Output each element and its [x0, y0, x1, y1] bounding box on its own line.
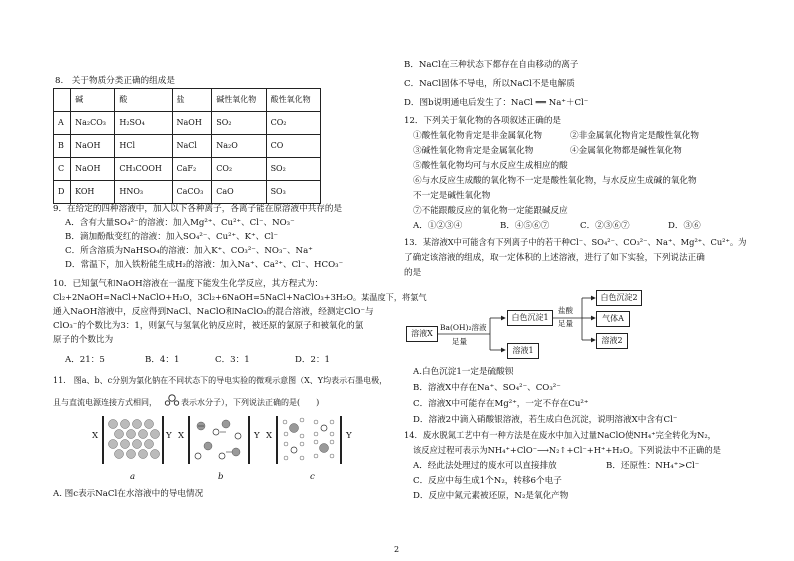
table-row [54, 181, 321, 204]
table-cell: CO₂ [212, 158, 266, 181]
q11-line1: 11. 图a、b、c分别为氯化钠在不同状态下的导电实验的微观示意图（X、Y均表示石墨电极， [53, 376, 388, 385]
q14-option-d: D．反应中氮元素被还原，N₂是氧化产物 [413, 491, 569, 501]
figure-b-molten-nacl [186, 414, 252, 466]
table-cell: HNO₃ [115, 181, 172, 204]
table-row [54, 112, 321, 135]
q10-line4: ClO₃⁻的个数比为3：1，则氯气与氢氧化钠反应时，被还原的氯原子和被氧化的氯 [53, 321, 364, 331]
q11-line2-tail: 表示水分子），下列说法正确的是( ) [181, 398, 320, 407]
table-header-cell: 碱 [71, 89, 115, 112]
q12-item-6: ⑥与水反应生成酸的氧化物不一定是酸性氧化物，与水反应生成碱的氧化物 [413, 176, 697, 186]
q14-option-c: C．反应中每生成1个N₂，转移6个电子 [413, 476, 562, 486]
flow-reagent-1: Ba(OH)₂溶液 [440, 323, 487, 332]
table-cell: CH₃COOH [115, 158, 172, 181]
flow-solution-2: 溶液2 [596, 333, 628, 349]
table-cell: SO₂ [212, 112, 266, 135]
q8-stem: 8. 关于物质分类正确的组成是 [55, 76, 175, 86]
electrode-y-label: Y [166, 431, 172, 441]
q12-option-d: D．③⑥ [668, 221, 701, 231]
flow-white-ppt-1: 白色沉淀1 [507, 310, 553, 326]
table-header-cell: 碱性氧化物 [212, 89, 266, 112]
q10-line2: Cl₂+2NaOH=NaCl+NaClO+H₂O，3Cl₂+6NaOH=5NaCl+NaClO₃+3H₂O。某温度下，将氯气 [53, 292, 427, 302]
q10-option-a: A．21：5 [65, 355, 105, 365]
q13-option-c: C．溶液X中可能存在Mg²⁺，一定不存在Cu²⁺ [413, 399, 589, 409]
q12-item-2: ②非金属氧化物肯定是酸性氧化物 [570, 131, 699, 141]
table-cell: CO₂ [266, 112, 320, 135]
q11-option-c: C．NaCl固体不导电，所以NaCl不是电解质 [404, 79, 575, 89]
electrode-x-label: X [178, 431, 185, 441]
table-cell: CaF₂ [172, 158, 212, 181]
page-number: 2 [394, 545, 400, 554]
q14-line2: 该反应过程可表示为NH₄⁺+ClO⁻⟶N₂↑+Cl⁻+H⁺+H₂O。下列说法中不正确的是 [413, 445, 721, 455]
q12-item-4: ④金属氧化物都是碱性氧化物 [570, 146, 682, 156]
flow-white-ppt-2: 白色沉淀2 [596, 290, 642, 306]
q12-item-3: ③碱性氧化物肯定是金属氧化物 [413, 146, 534, 156]
q13-option-b: B．溶液X中存在Na⁺、SO₄²⁻、CO₃²⁻ [413, 383, 561, 393]
q13-option-d: D．溶液2中滴入硝酸银溶液，若生成白色沉淀，说明溶液X中含有Cl⁻ [413, 415, 678, 425]
table-cell: CaO [212, 181, 266, 204]
q10-option-b: B．4：1 [145, 355, 180, 365]
figure-b-label: b [218, 472, 224, 482]
flow-solution-x: 溶液X [406, 326, 438, 342]
q11-option-a: A. 图c表示NaCl在水溶液中的导电情况 [53, 489, 204, 499]
q12-item-5: ⑤酸性氧化物均可与水反应生成相应的酸 [413, 161, 568, 171]
figure-a-solid-nacl [100, 414, 166, 466]
table-cell: H₂SO₄ [115, 112, 172, 135]
q11-option-d: D．图b说明通电后发生了：NaCl ══ Na⁺＋Cl⁻ [404, 98, 589, 108]
q9-option-c: C．所含溶质为NaHSO₄的溶液：加入K⁺、CO₃²⁻、NO₃⁻、Na⁺ [65, 246, 313, 256]
q13-option-a: A.白色沉淀1一定是硫酸钡 [413, 367, 514, 377]
table-header-cell: 酸 [115, 89, 172, 112]
table-header-cell: 酸性氧化物 [266, 89, 320, 112]
q12-item-6-cont: 不一定是碱性氧化物 [413, 191, 491, 201]
table-cell: Na₂CO₃ [71, 112, 115, 135]
table-cell: C [54, 158, 71, 181]
table-cell: NaOH [71, 158, 115, 181]
table-cell: KOH [71, 181, 115, 204]
q12-item-7: ⑦不能跟酸反应的氧化物一定能跟碱反应 [413, 206, 568, 216]
figure-c-nacl-solution [274, 414, 344, 466]
electrode-x-label: X [266, 431, 273, 441]
electrode-y-label: Y [254, 431, 260, 441]
q11-option-b: B．NaCl在三种状态下都存在自由移动的离子 [404, 60, 579, 70]
q11-line2: 且与直流电源连接方式相同， [53, 398, 157, 407]
q9-option-b: B．滴加酚酞变红的溶液：加入SO₄²⁻、Cu²⁺、K⁺、Cl⁻ [65, 232, 279, 242]
q10-option-c: C．3：1 [215, 355, 250, 365]
table-cell: CO [266, 135, 320, 158]
table-row [54, 158, 321, 181]
table-cell: B [54, 135, 71, 158]
table-cell: NaOH [71, 135, 115, 158]
q12-option-c: C．②③⑥⑦ [580, 221, 630, 231]
q13-line2: 了确定该溶液的组成，取一定体积的上述溶液，进行了如下实验，下列说法正确 [404, 253, 705, 263]
table-cell: HCl [115, 135, 172, 158]
q10-line5: 原子的个数比为 [53, 335, 114, 345]
flow-reagent-2: 盐酸 [558, 306, 573, 315]
table-cell: A [54, 112, 71, 135]
flow-amount-1: 足量 [452, 337, 467, 346]
q12-option-b: B．④⑤⑥⑦ [500, 221, 550, 231]
q12-option-a: A．①②③④ [413, 221, 463, 231]
table-header-cell [54, 89, 71, 112]
table-row [54, 135, 321, 158]
q14-option-a: A．经此法处理过的废水可以直接排放 [413, 461, 557, 471]
table-header-row [54, 89, 321, 112]
table-cell: Na₂O [212, 135, 266, 158]
electrode-y-label: Y [346, 431, 352, 441]
table-cell: NaCl [172, 135, 212, 158]
q9-stem: 9．在给定的四种溶液中，加入以下各种离子，各离子能在原溶液中共存的是 [53, 204, 343, 214]
classification-table [53, 88, 321, 204]
figure-a-label: a [130, 472, 136, 482]
table-cell: NaOH [172, 112, 212, 135]
q14-line1: 14．废水脱氮工艺中有一种方法是在废水中加入过量NaClO使NH₄⁺完全转化为N₂， [404, 430, 716, 440]
flow-solution-1: 溶液1 [507, 343, 539, 359]
flow-amount-2: 足量 [558, 319, 573, 328]
electrode-x-label: X [92, 431, 99, 441]
q10-line3: 通入NaOH溶液中，反应得到NaCl、NaClO和NaClO₃的混合溶液，经测定ClO⁻与 [53, 307, 374, 317]
q9-option-d: D．常温下，加入铁粉能生成H₂的溶液：加入Na⁺、Ca²⁺、Cl⁻、HCO₃⁻ [65, 260, 344, 270]
table-cell: SO₂ [266, 158, 320, 181]
table-cell: D [54, 181, 71, 204]
table-header-cell: 盐 [172, 89, 212, 112]
table-cell: CaCO₃ [172, 181, 212, 204]
q10-option-d: D．2：1 [295, 355, 331, 365]
water-molecule-icon [164, 393, 180, 407]
q12-stem: 12．下列关于氧化物的各项叙述正确的是 [404, 116, 562, 126]
figure-c-label: c [310, 472, 315, 482]
q10-line1: 10．已知氯气和NaOH溶液在一温度下能发生化学反应，其方程式为： [53, 279, 324, 289]
q13-line3: 的是 [404, 268, 422, 278]
q13-line1: 13．某溶液X中可能含有下列离子中的若干种Cl⁻、SO₄²⁻、CO₃²⁻、Na⁺、Mg²⁺、Cu²⁺。为 [404, 237, 747, 247]
flow-gas-a: 气体A [596, 311, 630, 327]
q14-option-b: B．还原性：NH₄⁺>Cl⁻ [606, 461, 700, 471]
q12-item-1: ①酸性氧化物肯定是非金属氧化物 [413, 131, 542, 141]
q9-option-a: A．含有大量SO₄²⁻的溶液：加入Mg²⁺、Cu²⁺、Cl⁻、NO₃⁻ [65, 218, 295, 228]
table-cell: SO₃ [266, 181, 320, 204]
